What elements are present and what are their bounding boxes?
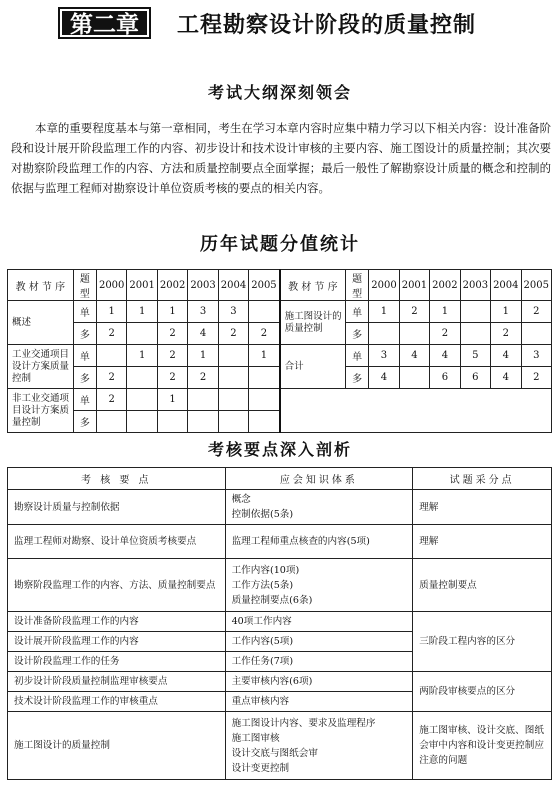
stats-header-row bbox=[8, 270, 552, 301]
table-row bbox=[8, 367, 552, 389]
knowledge-item: 工作内容(10项) bbox=[231, 564, 300, 576]
col-score-point: 试题采分点 bbox=[413, 468, 552, 490]
value-cell bbox=[249, 389, 280, 411]
empty-block bbox=[280, 389, 552, 433]
section-name: 概述 bbox=[8, 301, 74, 345]
value-cell bbox=[218, 389, 248, 411]
value-cell bbox=[218, 411, 248, 433]
value-cell bbox=[127, 411, 157, 433]
col-year: 2000 bbox=[369, 270, 399, 301]
value-cell: 3 bbox=[521, 345, 551, 367]
col-key-point: 考 核 要 点 bbox=[8, 468, 226, 490]
value-cell: 2 bbox=[249, 323, 280, 345]
type-cell: 单 bbox=[73, 301, 96, 323]
key-point: 设计准备阶段监理工作的内容 bbox=[8, 612, 226, 632]
value-cell: 2 bbox=[521, 367, 551, 389]
value-cell bbox=[218, 345, 248, 367]
value-cell: 1 bbox=[96, 301, 126, 323]
analysis-header-row bbox=[8, 468, 552, 490]
section-name: 合计 bbox=[280, 345, 346, 389]
col-section: 教 材 节 序 bbox=[8, 270, 74, 301]
knowledge-cell bbox=[225, 490, 413, 525]
value-cell bbox=[96, 411, 126, 433]
type-cell: 多 bbox=[346, 323, 369, 345]
key-point: 勘察阶段监理工作的内容、方法、质量控制要点 bbox=[8, 559, 226, 612]
col-year: 2004 bbox=[218, 270, 248, 301]
knowledge-item: 设计变更控制 bbox=[231, 762, 290, 774]
key-point: 初步设计阶段质量控制监理审核要点 bbox=[8, 672, 226, 692]
section-name: 工业交通项目设计方案质量控制 bbox=[8, 345, 74, 389]
type-cell: 单 bbox=[73, 389, 96, 411]
value-cell: 1 bbox=[127, 301, 157, 323]
value-cell bbox=[399, 323, 429, 345]
value-cell: 2 bbox=[188, 367, 218, 389]
value-cell: 1 bbox=[249, 345, 280, 367]
section-title-analysis: 考核要点深入剖析 bbox=[207, 440, 352, 459]
table-row bbox=[8, 559, 552, 612]
knowledge-item: 监理工程师重点核查的内容(5项) bbox=[225, 525, 413, 559]
chapter-title: 工程勘察设计阶段的质量控制 bbox=[177, 12, 477, 38]
value-cell bbox=[188, 389, 218, 411]
intro-paragraph: 本章的重要程度基本与第一章相同，考生在学习本章内容时应集中精力学习以下相关内容：设计准备阶段和设计展开阶段监理工作的内容、初步设计和技术设计审核的主要内容、施工图设计的质量控制；其次要对勘察阶段监理工作的内容、方法和质量控制要点全面掌握；最后一般性了解勘察设计质量的概念和控制的依据与监理工程师对勘察设计单位资质考核的要点的相关内容。 bbox=[11, 121, 551, 195]
type-cell: 多 bbox=[73, 411, 96, 433]
value-cell: 4 bbox=[430, 345, 460, 367]
value-cell: 4 bbox=[491, 345, 521, 367]
value-cell bbox=[460, 323, 490, 345]
table-row bbox=[8, 612, 552, 632]
knowledge-item: 重点审核内容 bbox=[225, 692, 413, 712]
value-cell: 2 bbox=[96, 367, 126, 389]
col-year: 2001 bbox=[399, 270, 429, 301]
value-cell: 5 bbox=[460, 345, 490, 367]
value-cell: 3 bbox=[218, 301, 248, 323]
value-cell bbox=[249, 411, 280, 433]
type-cell: 多 bbox=[73, 323, 96, 345]
value-cell: 2 bbox=[157, 345, 187, 367]
table-row bbox=[8, 672, 552, 692]
value-cell bbox=[460, 301, 490, 323]
type-cell: 单 bbox=[346, 345, 369, 367]
col-year: 2001 bbox=[127, 270, 157, 301]
key-point: 技术设计阶段监理工作的审核重点 bbox=[8, 692, 226, 712]
value-cell: 2 bbox=[491, 323, 521, 345]
value-cell bbox=[249, 301, 280, 323]
key-point: 勘察设计质量与控制依据 bbox=[8, 490, 226, 525]
col-knowledge: 应会知识体系 bbox=[225, 468, 413, 490]
value-cell bbox=[399, 367, 429, 389]
value-cell bbox=[249, 367, 280, 389]
col-year: 2005 bbox=[249, 270, 280, 301]
value-cell bbox=[127, 367, 157, 389]
value-cell: 6 bbox=[430, 367, 460, 389]
knowledge-item: 施工图审核 bbox=[231, 732, 280, 744]
value-cell: 1 bbox=[157, 389, 187, 411]
knowledge-item: 施工图设计内容、要求及监理程序 bbox=[231, 717, 376, 729]
value-cell: 2 bbox=[157, 323, 187, 345]
table-row bbox=[8, 301, 552, 323]
score-point: 施工图审核、设计交底、图纸会审中内容和设计变更控制应注意的问题 bbox=[413, 712, 552, 780]
value-cell: 1 bbox=[188, 345, 218, 367]
knowledge-item: 控制依据(5条) bbox=[231, 509, 294, 520]
value-cell: 2 bbox=[218, 323, 248, 345]
knowledge-item: 主要审核内容(6项) bbox=[225, 672, 413, 692]
score-point: 理解 bbox=[413, 525, 552, 559]
score-point: 两阶段审核要点的区分 bbox=[413, 672, 552, 712]
score-point: 三阶段工程内容的区分 bbox=[413, 612, 552, 672]
value-cell: 1 bbox=[491, 301, 521, 323]
type-cell: 多 bbox=[346, 367, 369, 389]
chapter-label: 第二章 bbox=[58, 7, 151, 39]
table-row bbox=[8, 525, 552, 559]
knowledge-item: 40项工作内容 bbox=[225, 612, 413, 632]
col-year: 2002 bbox=[157, 270, 187, 301]
type-cell: 单 bbox=[346, 301, 369, 323]
knowledge-item: 质量控制要点(6条) bbox=[231, 594, 313, 606]
chapter-header bbox=[58, 6, 476, 40]
key-point: 设计阶段监理工作的任务 bbox=[8, 652, 226, 672]
table-row bbox=[8, 712, 552, 780]
value-cell: 4 bbox=[399, 345, 429, 367]
section-name: 施工图设计的质量控制 bbox=[280, 301, 346, 345]
type-cell: 单 bbox=[73, 345, 96, 367]
value-cell: 2 bbox=[96, 389, 126, 411]
key-point: 施工图设计的质量控制 bbox=[8, 712, 226, 780]
knowledge-item: 工作方法(5条) bbox=[231, 579, 294, 591]
col-year: 2003 bbox=[460, 270, 490, 301]
value-cell: 1 bbox=[369, 301, 399, 323]
value-cell: 2 bbox=[399, 301, 429, 323]
value-cell bbox=[96, 345, 126, 367]
col-type: 题型 bbox=[346, 270, 369, 301]
value-cell bbox=[157, 411, 187, 433]
key-point: 监理工程师对勘察、设计单位资质考核要点 bbox=[8, 525, 226, 559]
knowledge-cell bbox=[225, 712, 413, 780]
value-cell: 4 bbox=[369, 367, 399, 389]
value-cell: 2 bbox=[96, 323, 126, 345]
type-cell: 多 bbox=[73, 367, 96, 389]
col-type: 题型 bbox=[73, 270, 96, 301]
value-cell bbox=[127, 389, 157, 411]
value-cell: 4 bbox=[188, 323, 218, 345]
knowledge-cell bbox=[225, 559, 413, 612]
value-cell: 2 bbox=[157, 367, 187, 389]
knowledge-item: 工作内容(5项) bbox=[225, 632, 413, 652]
value-cell: 2 bbox=[430, 323, 460, 345]
score-point: 理解 bbox=[413, 490, 552, 525]
score-point: 质量控制要点 bbox=[413, 559, 552, 612]
col-section: 教 材 节 序 bbox=[280, 270, 346, 301]
section-title-stats: 历年试题分值统计 bbox=[200, 234, 360, 255]
value-cell: 3 bbox=[188, 301, 218, 323]
table-row bbox=[8, 389, 552, 411]
value-cell: 4 bbox=[491, 367, 521, 389]
score-stats-table bbox=[7, 269, 552, 433]
section-title-outline: 考试大纲深刻领会 bbox=[207, 83, 352, 102]
table-row bbox=[8, 490, 552, 525]
value-cell bbox=[218, 367, 248, 389]
knowledge-item: 工作任务(7项) bbox=[225, 652, 413, 672]
col-year: 2002 bbox=[430, 270, 460, 301]
value-cell bbox=[127, 323, 157, 345]
value-cell: 2 bbox=[521, 301, 551, 323]
knowledge-item: 概念 bbox=[231, 494, 251, 505]
key-points-table bbox=[7, 467, 552, 780]
value-cell: 6 bbox=[460, 367, 490, 389]
value-cell bbox=[521, 323, 551, 345]
value-cell: 1 bbox=[430, 301, 460, 323]
table-row bbox=[8, 323, 552, 345]
col-year: 2005 bbox=[521, 270, 551, 301]
col-year: 2004 bbox=[491, 270, 521, 301]
value-cell: 3 bbox=[369, 345, 399, 367]
col-year: 2000 bbox=[96, 270, 126, 301]
value-cell: 1 bbox=[157, 301, 187, 323]
col-year: 2003 bbox=[188, 270, 218, 301]
key-point: 设计展开阶段监理工作的内容 bbox=[8, 632, 226, 652]
section-name: 非工业交通项目设计方案质量控制 bbox=[8, 389, 74, 433]
table-row bbox=[8, 345, 552, 367]
value-cell: 1 bbox=[127, 345, 157, 367]
value-cell bbox=[188, 411, 218, 433]
value-cell bbox=[369, 323, 399, 345]
knowledge-item: 设计交底与图纸会审 bbox=[231, 747, 318, 759]
